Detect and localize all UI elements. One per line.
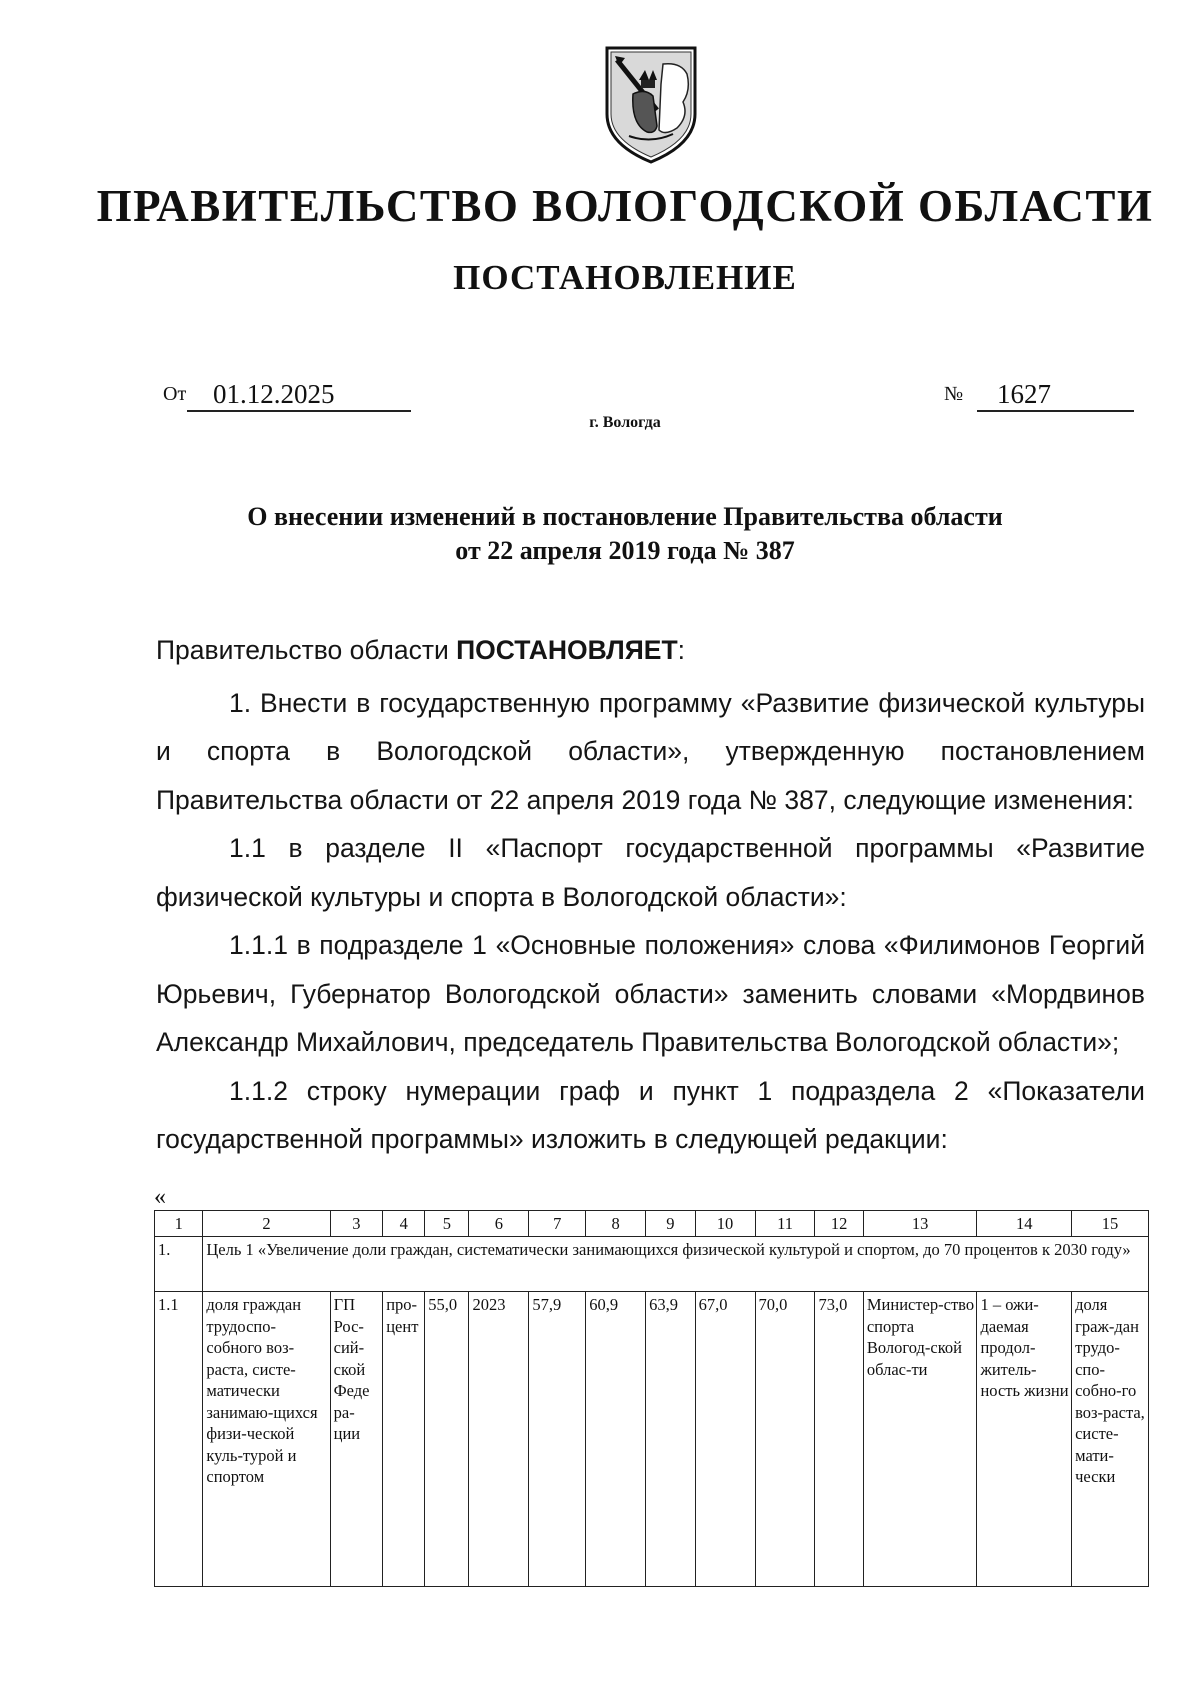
indicators-table (154, 1210, 1149, 1587)
column-number: 13 (863, 1211, 977, 1237)
document-title (0, 500, 1200, 568)
column-number: 6 (469, 1211, 529, 1237)
value-cell: 60,9 (586, 1292, 646, 1587)
value-cell: 73,0 (815, 1292, 863, 1587)
column-number: 3 (330, 1211, 383, 1237)
goal-number: 1. (155, 1237, 203, 1292)
column-number: 8 (586, 1211, 646, 1237)
paragraph-1-1: 1.1 в разделе II «Паспорт государственной программы «Развитие физической культуры и спорта в Вологодской области»: (156, 833, 1145, 912)
paragraph-1-1-1: 1.1.1 в подразделе 1 «Основные положения» слова «Филимонов Георгий Юрьевич, Губернатор Вологодской области» заменить словами «Мордвинов Александр Михайлович, председатель Правительства Вологодской области»; (156, 930, 1145, 1057)
document-number: 1627 (977, 378, 1134, 412)
base-value: 55,0 (425, 1292, 469, 1587)
link-goal: 1 – ожи-даемая продол-житель-ность жизни (977, 1292, 1072, 1587)
indicator-name: доля граждан трудоспо-собного воз-раста, систе-матически занимаю-щихся физи-ческой куль-турой и спортом (203, 1292, 330, 1587)
info-system: доля граж-дан трудо-спо-собно-го воз-раста, систе-мати-чески (1072, 1292, 1149, 1587)
preamble-end: : (677, 635, 686, 665)
column-number: 1 (155, 1211, 203, 1237)
document-body (156, 626, 1145, 1164)
unit: про-цент (383, 1292, 425, 1587)
preamble-bold: ПОСТАНОВЛЯЕТ (456, 635, 678, 665)
title-line-2: от 22 апреля 2019 года № 387 (455, 536, 795, 565)
organization-name: ПРАВИТЕЛЬСТВО ВОЛОГОДСКОЙ ОБЛАСТИ (96, 181, 1154, 231)
column-number-row (155, 1211, 1149, 1237)
row-number: 1.1 (155, 1292, 203, 1587)
value-cell: 57,9 (529, 1292, 586, 1587)
column-number: 4 (383, 1211, 425, 1237)
paragraph-1: 1. Внести в государственную программу «Развитие физической культуры и спорта в Вологодской области», утвержденную постановлением Правительства области от 22 апреля 2019 года № 387, следующие изменения: (156, 687, 1145, 815)
document-type: ПОСТАНОВЛЕНИЕ (453, 258, 797, 297)
column-number: 5 (425, 1211, 469, 1237)
column-number: 2 (203, 1211, 330, 1237)
base-year: 2023 (469, 1292, 529, 1587)
preamble-text: Правительство области (156, 635, 457, 665)
responsible: Министер-ство спорта Вологод-ской облас-ти (863, 1292, 977, 1587)
indicator-level: ГП Рос-сий-ской Феде ра-ции (330, 1292, 383, 1587)
city: г. Вологда (589, 414, 661, 431)
column-number: 11 (755, 1211, 815, 1237)
value-cell: 67,0 (695, 1292, 755, 1587)
column-number: 9 (646, 1211, 695, 1237)
value-cell: 70,0 (755, 1292, 815, 1587)
column-number: 7 (529, 1211, 586, 1237)
document-date: 01.12.2025 (187, 378, 411, 412)
preamble (156, 626, 1145, 675)
column-number: 15 (1072, 1211, 1149, 1237)
column-number: 10 (695, 1211, 755, 1237)
date-label: От (163, 383, 187, 405)
number-label: № (944, 383, 964, 405)
table-row (155, 1292, 1149, 1587)
goal-text: Цель 1 «Увеличение доли граждан, систематически занимающихся физической культурой и спортом, до 70 процентов к 2030 году» (203, 1237, 1149, 1292)
column-number: 12 (815, 1211, 863, 1237)
coat-of-arms-icon (603, 44, 699, 168)
quote-open: « (154, 1184, 166, 1210)
value-cell: 63,9 (646, 1292, 695, 1587)
goal-row (155, 1237, 1149, 1292)
column-number: 14 (977, 1211, 1072, 1237)
paragraph-1-1-2: 1.1.2 строку нумерации граф и пункт 1 подраздела 2 «Показатели государственной программы» изложить в следующей редакции: (156, 1075, 1145, 1154)
title-line-1: О внесении изменений в постановление Правительства области (247, 502, 1003, 531)
